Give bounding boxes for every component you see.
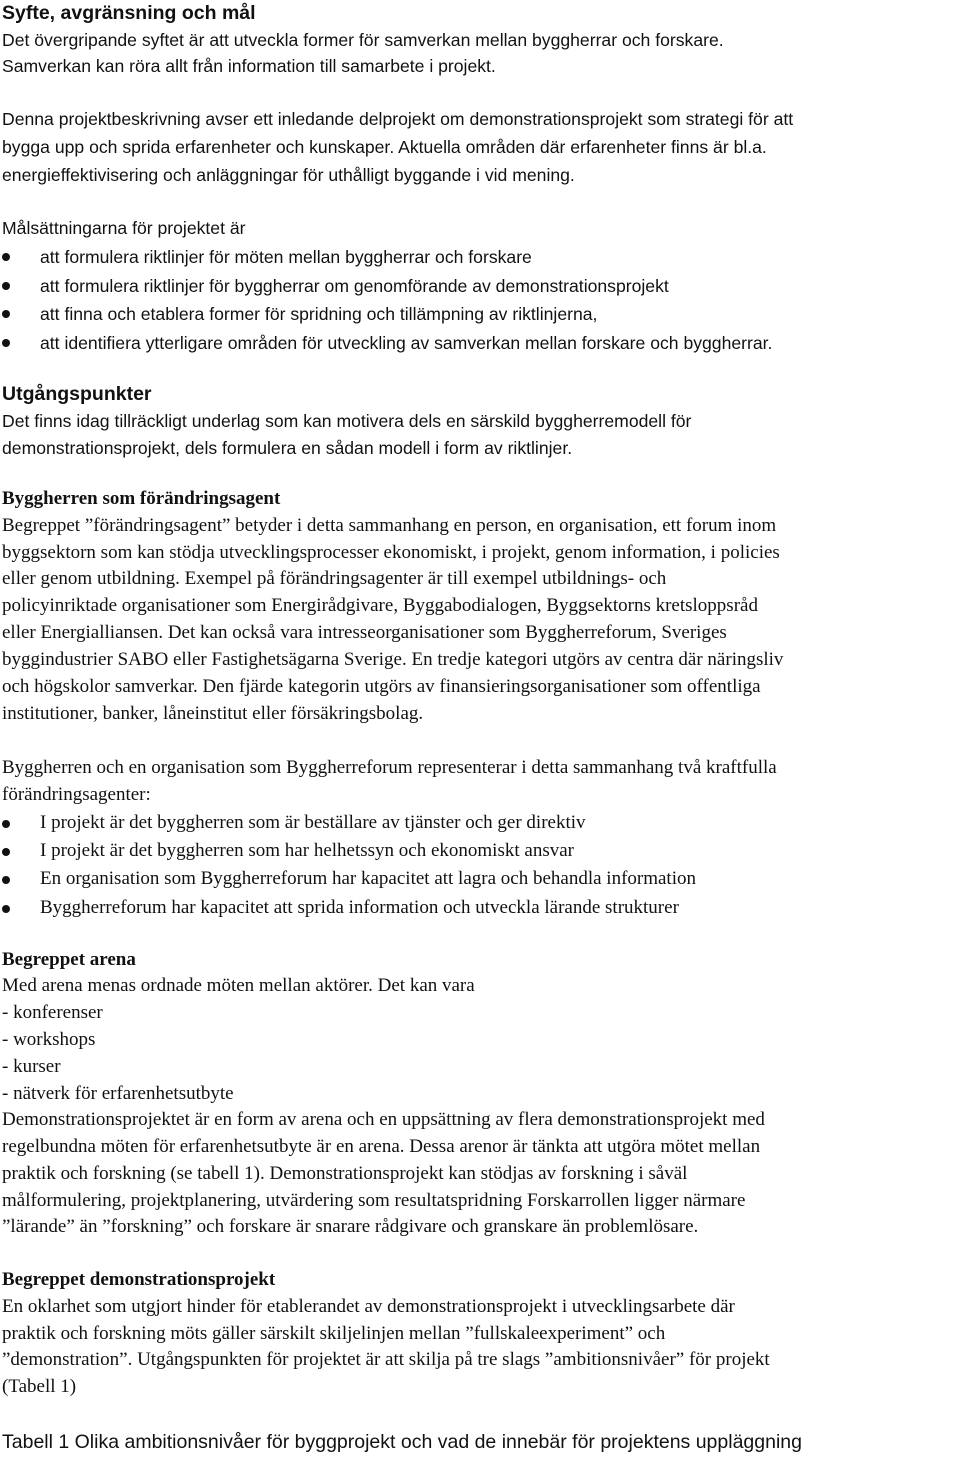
table-caption: Tabell 1 Olika ambitionsnivåer för byggprojekt och vad de innebär för projektens uppläggning xyxy=(2,1431,802,1453)
paragraph-line: demonstrationsprojekt, dels formulera en sådan modell i form av riktlinjer. xyxy=(2,438,573,458)
paragraph-line: regelbundna möten för erfarenhetsutbyte är en arena. Dessa arenor är tänkta att utgöra mötet mellan xyxy=(2,1136,761,1157)
bullet-icon xyxy=(2,905,10,913)
bullet-icon xyxy=(2,848,10,856)
paragraph-line: eller Energialliansen. Det kan också vara intresseorganisationer som Byggherreforum, Sveriges xyxy=(2,622,727,643)
paragraph-line: institutioner, banker, låneinstitut eller försäkringsbolag. xyxy=(2,703,424,724)
paragraph-line: och högskolor samverkar. Den fjärde kategorin utgörs av finansieringsorganisationer som offentliga xyxy=(2,676,761,697)
list-dash-item: - konferenser xyxy=(2,1002,103,1023)
goals-intro: Målsättningarna för projektet är xyxy=(2,218,246,238)
paragraph-line: ”lärande” än ”forskning” och forskare är snarare rådgivare och granskare än problemlösare. xyxy=(2,1216,699,1237)
agent-item: Byggherreforum har kapacitet att sprida information och utveckla lärande strukturer xyxy=(40,897,679,918)
bullet-icon xyxy=(2,282,10,290)
paragraph-line: målformulering, projektplanering, utvärdering som resultatspridning Forskarrollen ligger närmare xyxy=(2,1190,746,1211)
goal-item: att finna och etablera former för spridning och tillämpning av riktlinjerna, xyxy=(40,304,598,324)
paragraph-line: Demonstrationsprojektet är en form av arena och en uppsättning av flera demonstrationsprojekt med xyxy=(2,1109,765,1130)
paragraph-line: (Tabell 1) xyxy=(2,1376,77,1397)
paragraph-line: Byggherren och en organisation som Byggherreforum representerar i detta sammanhang två kraftfulla xyxy=(2,757,777,778)
paragraph-line: bygga upp och sprida erfarenheter och kunskaper. Aktuella områden där erfarenheter finns är bl.a. xyxy=(2,137,767,157)
agent-item: I projekt är det byggherren som är beställare av tjänster och ger direktiv xyxy=(40,812,586,833)
paragraph-line: ”demonstration”. Utgångspunkten för projektet är att skilja på tre slags ”ambitionsnivåer” för projekt xyxy=(2,1349,770,1370)
bullet-icon xyxy=(2,876,10,884)
paragraph-line: Det finns idag tillräckligt underlag som kan motivera dels en särskild byggherremodell för xyxy=(2,411,692,431)
paragraph-line: praktik och forskning möts gäller särskilt skiljelinjen mellan ”fullskaleexperiment” och xyxy=(2,1323,666,1344)
list-dash-item: - kurser xyxy=(2,1056,61,1077)
paragraph-line: byggsektorn som kan stödja utvecklingsprocesser ekonomiskt, i projekt, genom information, i policies xyxy=(2,542,780,563)
paragraph-line: policyinriktade organisationer som Energirådgivare, Byggabodialogen, Byggsektorns kretsloppsråd xyxy=(2,595,758,616)
bullet-icon xyxy=(2,253,10,261)
paragraph-line: energieffektivisering och anläggningar för uthålligt byggande i vid mening. xyxy=(2,165,575,185)
heading-forandringsagent: Byggherren som förändringsagent xyxy=(2,488,281,509)
paragraph-line: förändringsagenter: xyxy=(2,784,151,805)
agent-item: En organisation som Byggherreforum har kapacitet att lagra och behandla information xyxy=(40,868,696,889)
paragraph-line: eller genom utbildning. Exempel på förändringsagenter är till exempel utbildnings- och xyxy=(2,568,667,589)
goal-item: att formulera riktlinjer för byggherrar om genomförande av demonstrationsprojekt xyxy=(40,276,669,296)
bullet-icon xyxy=(2,310,10,318)
agent-item: I projekt är det byggherren som har helhetssyn och ekonomiskt ansvar xyxy=(40,840,574,861)
paragraph-line: Det övergripande syftet är att utveckla former för samverkan mellan byggherrar och forskare. xyxy=(2,30,724,50)
paragraph-line: praktik och forskning (se tabell 1). Demonstrationsprojekt kan stödjas av forskning i såväl xyxy=(2,1163,688,1184)
bullet-icon xyxy=(2,820,10,828)
paragraph-line: En oklarhet som utgjort hinder för etablerandet av demonstrationsprojekt i utvecklingsarbete där xyxy=(2,1296,735,1317)
paragraph-line: Denna projektbeskrivning avser ett inledande delprojekt om demonstrationsprojekt som strategi för att xyxy=(2,109,794,129)
heading-demonstrationsprojekt: Begreppet demonstrationsprojekt xyxy=(2,1269,276,1290)
heading-syfte: Syfte, avgränsning och mål xyxy=(2,2,256,24)
heading-arena: Begreppet arena xyxy=(2,949,136,970)
goal-item: att identifiera ytterligare områden för utveckling av samverkan mellan forskare och byggherrar. xyxy=(40,333,773,353)
goal-item: att formulera riktlinjer för möten mellan byggherrar och forskare xyxy=(40,247,532,267)
bullet-icon xyxy=(2,339,10,347)
heading-utgangspunkter: Utgångspunkter xyxy=(2,383,152,405)
paragraph-line: byggindustrier SABO eller Fastighetsägarna Sverige. En tredje kategori utgörs av centra där näringsliv xyxy=(2,649,784,670)
paragraph-line: Samverkan kan röra allt från information till samarbete i projekt. xyxy=(2,56,496,76)
paragraph-line: Med arena menas ordnade möten mellan aktörer. Det kan vara xyxy=(2,975,475,996)
list-dash-item: - nätverk för erfarenhetsutbyte xyxy=(2,1083,234,1104)
list-dash-item: - workshops xyxy=(2,1029,96,1050)
paragraph-line: Begreppet ”förändringsagent” betyder i detta sammanhang en person, en organisation, ett forum inom xyxy=(2,515,777,536)
